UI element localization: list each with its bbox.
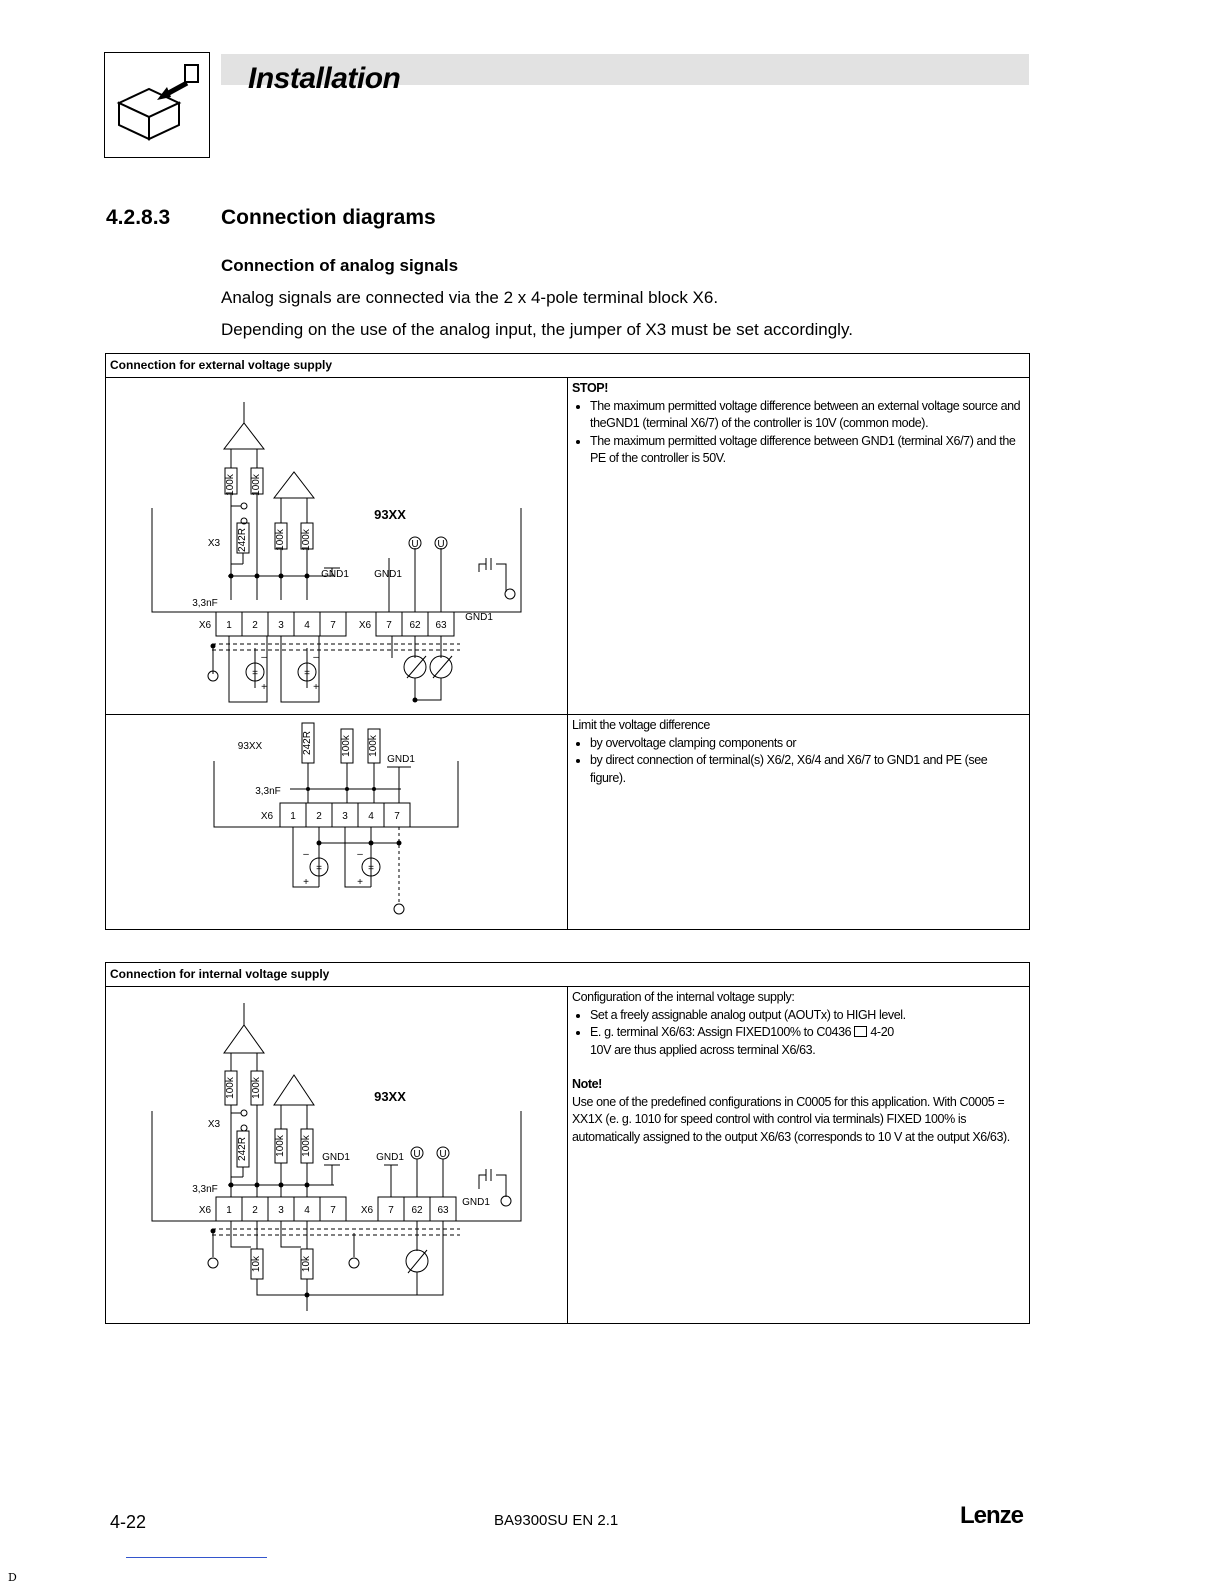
resistor-label: 100k xyxy=(275,1135,286,1157)
cap-label: 3,3nF xyxy=(192,1184,218,1195)
installation-icon-box xyxy=(104,52,210,158)
limit-bullet: • by overvoltage clamping components or xyxy=(590,735,1021,753)
config-bullet-text: E. g. terminal X6/63: Assign FIXED100% to C0436 xyxy=(590,1025,852,1039)
u-label: U xyxy=(413,1149,421,1160)
gnd-label: GND1 xyxy=(376,1152,404,1163)
source-symbol: = xyxy=(368,863,374,874)
plus-sign: + xyxy=(261,682,267,693)
u-label: U xyxy=(437,539,445,550)
terminal-number: 63 xyxy=(437,1205,449,1216)
cap-label: 3,3nF xyxy=(192,598,218,609)
resistor-label: 242R xyxy=(237,1137,248,1161)
source-symbol: = xyxy=(252,668,258,679)
resistor-label: 242R xyxy=(302,731,313,755)
resistor-label: 10k xyxy=(301,1255,312,1273)
config-bullet xyxy=(590,1024,1021,1059)
resistor-label: 100k xyxy=(368,735,379,757)
terminal-number: 7 xyxy=(330,620,336,631)
gnd-label: GND1 xyxy=(322,1152,350,1163)
terminal-number: 1 xyxy=(226,620,232,631)
source-symbol: = xyxy=(316,863,322,874)
terminal-block-label: X6 xyxy=(260,811,274,822)
minus-sign: – xyxy=(303,849,309,860)
external-diagram-cell xyxy=(106,378,568,715)
device-label: 93XX xyxy=(237,741,263,752)
terminal-number: 7 xyxy=(330,1205,336,1216)
limit-note-cell xyxy=(568,715,1030,930)
plus-sign: + xyxy=(303,877,309,888)
plus-sign: + xyxy=(313,682,319,693)
page-title: Installation xyxy=(248,62,401,95)
resistor-label: 100k xyxy=(251,474,262,496)
external-supply-header: Connection for external voltage supply xyxy=(106,354,1030,378)
gnd-label: GND1 xyxy=(465,612,493,623)
resistor-label: 100k xyxy=(275,529,286,551)
terminal-number: 4 xyxy=(304,620,310,631)
section-title: Connection diagrams xyxy=(221,206,436,229)
internal-supply-circuit-diagram xyxy=(106,987,567,1323)
resistor-label: 100k xyxy=(301,1135,312,1157)
stop-bullet: • The maximum permitted voltage difference between an external voltage source and theGND1 (terminal X6/7) of the controller is 10V (common mode). xyxy=(590,398,1021,433)
gnd-label: GND1 xyxy=(462,1197,490,1208)
terminal-number: 3 xyxy=(278,620,284,631)
paragraph: Depending on the use of the analog input, the jumper of X3 must be set accordingly. xyxy=(221,320,853,339)
terminal-number: 62 xyxy=(411,1205,423,1216)
stop-note-cell xyxy=(568,378,1030,715)
corner-mark: D xyxy=(8,1571,17,1584)
resistor-label: 100k xyxy=(251,1077,262,1099)
terminal-number: 63 xyxy=(435,620,447,631)
resistor-label: 100k xyxy=(301,529,312,551)
gnd-label: GND1 xyxy=(387,754,415,765)
page-number: 4-22 xyxy=(110,1512,147,1532)
book-ref-icon xyxy=(854,1026,867,1037)
terminal-number: 3 xyxy=(342,811,348,822)
internal-diagram-cell xyxy=(106,987,568,1324)
note-title: Note! xyxy=(572,1077,602,1091)
config-page-ref[interactable]: 4-20 xyxy=(870,1025,894,1039)
jumper-label: X3 xyxy=(207,1119,221,1130)
u-label: U xyxy=(439,1149,447,1160)
u-label: U xyxy=(411,539,419,550)
paragraph: Analog signals are connected via the 2 x 4-pole terminal block X6. xyxy=(221,288,719,307)
terminal-number: 4 xyxy=(304,1205,310,1216)
device-label: 93XX xyxy=(374,1089,406,1104)
external-supply-circuit-diagram xyxy=(106,378,567,714)
terminal-number: 2 xyxy=(316,811,322,822)
terminal-number: 3 xyxy=(278,1205,284,1216)
terminal-number: 7 xyxy=(388,1205,394,1216)
limit-diagram-cell xyxy=(106,715,568,930)
section-number: 4.2.8.3 xyxy=(106,206,171,229)
resistor-label: 100k xyxy=(225,1077,236,1099)
gnd-label: GND1 xyxy=(321,569,349,580)
internal-supply-table xyxy=(105,962,1030,1324)
minus-sign: – xyxy=(261,652,267,663)
minus-sign: – xyxy=(357,849,363,860)
cap-label: 3,3nF xyxy=(255,786,281,797)
resistor-label: 100k xyxy=(225,474,236,496)
note-text: Use one of the predefined configurations in C0005 for this application. With C0005 = XX1X (e. g. 1010 for speed control with control via terminals) FIXED 100% is automatically assigned to the output X6/63 (corresponds to 10 V at the output X6/63). xyxy=(572,1094,1010,1144)
limit-voltage-circuit-diagram xyxy=(106,715,567,929)
limit-bullet: • by direct connection of terminal(s) X6/2, X6/4 and X6/7 to GND1 and PE (see figure). xyxy=(590,752,1021,787)
plus-sign: + xyxy=(357,877,363,888)
config-bullet-continuation: 10V are thus applied across terminal X6/63. xyxy=(590,1042,816,1057)
subsection-title: Connection of analog signals xyxy=(221,256,459,275)
jumper-label: X3 xyxy=(207,538,221,549)
resistor-label: 242R xyxy=(237,528,248,552)
bottom-link-line xyxy=(126,1557,267,1558)
source-symbol: = xyxy=(304,668,310,679)
terminal-block-label: X6 xyxy=(198,620,212,631)
terminal-block-label: X6 xyxy=(358,620,372,631)
config-intro: Configuration of the internal voltage supply: xyxy=(572,990,795,1004)
lenze-logo: Lenze xyxy=(960,1502,1024,1529)
terminal-number: 1 xyxy=(290,811,296,822)
internal-note-cell xyxy=(568,987,1030,1324)
terminal-number: 7 xyxy=(394,811,400,822)
terminal-number: 7 xyxy=(386,620,392,631)
install-box-icon xyxy=(105,53,209,157)
document-id: BA9300SU EN 2.1 xyxy=(494,1512,619,1529)
stop-title: STOP! xyxy=(572,381,608,395)
terminal-number: 62 xyxy=(409,620,421,631)
device-label: 93XX xyxy=(374,507,406,522)
resistor-label: 10k xyxy=(251,1255,262,1273)
terminal-number: 1 xyxy=(226,1205,232,1216)
resistor-label: 100k xyxy=(341,735,352,757)
limit-intro: Limit the voltage difference xyxy=(572,718,710,732)
config-bullet: • Set a freely assignable analog output (AOUTx) to HIGH level. xyxy=(590,1007,1021,1025)
terminal-block-label: X6 xyxy=(198,1205,212,1216)
external-supply-table xyxy=(105,353,1030,930)
minus-sign: – xyxy=(313,652,319,663)
terminal-number: 2 xyxy=(252,620,258,631)
stop-bullet: • The maximum permitted voltage difference between GND1 (terminal X6/7) and the PE of the controller is 50V. xyxy=(590,433,1021,468)
terminal-block-label: X6 xyxy=(360,1205,374,1216)
terminal-number: 4 xyxy=(368,811,374,822)
gnd-label: GND1 xyxy=(374,569,402,580)
terminal-number: 2 xyxy=(252,1205,258,1216)
internal-supply-header: Connection for internal voltage supply xyxy=(106,963,1030,987)
